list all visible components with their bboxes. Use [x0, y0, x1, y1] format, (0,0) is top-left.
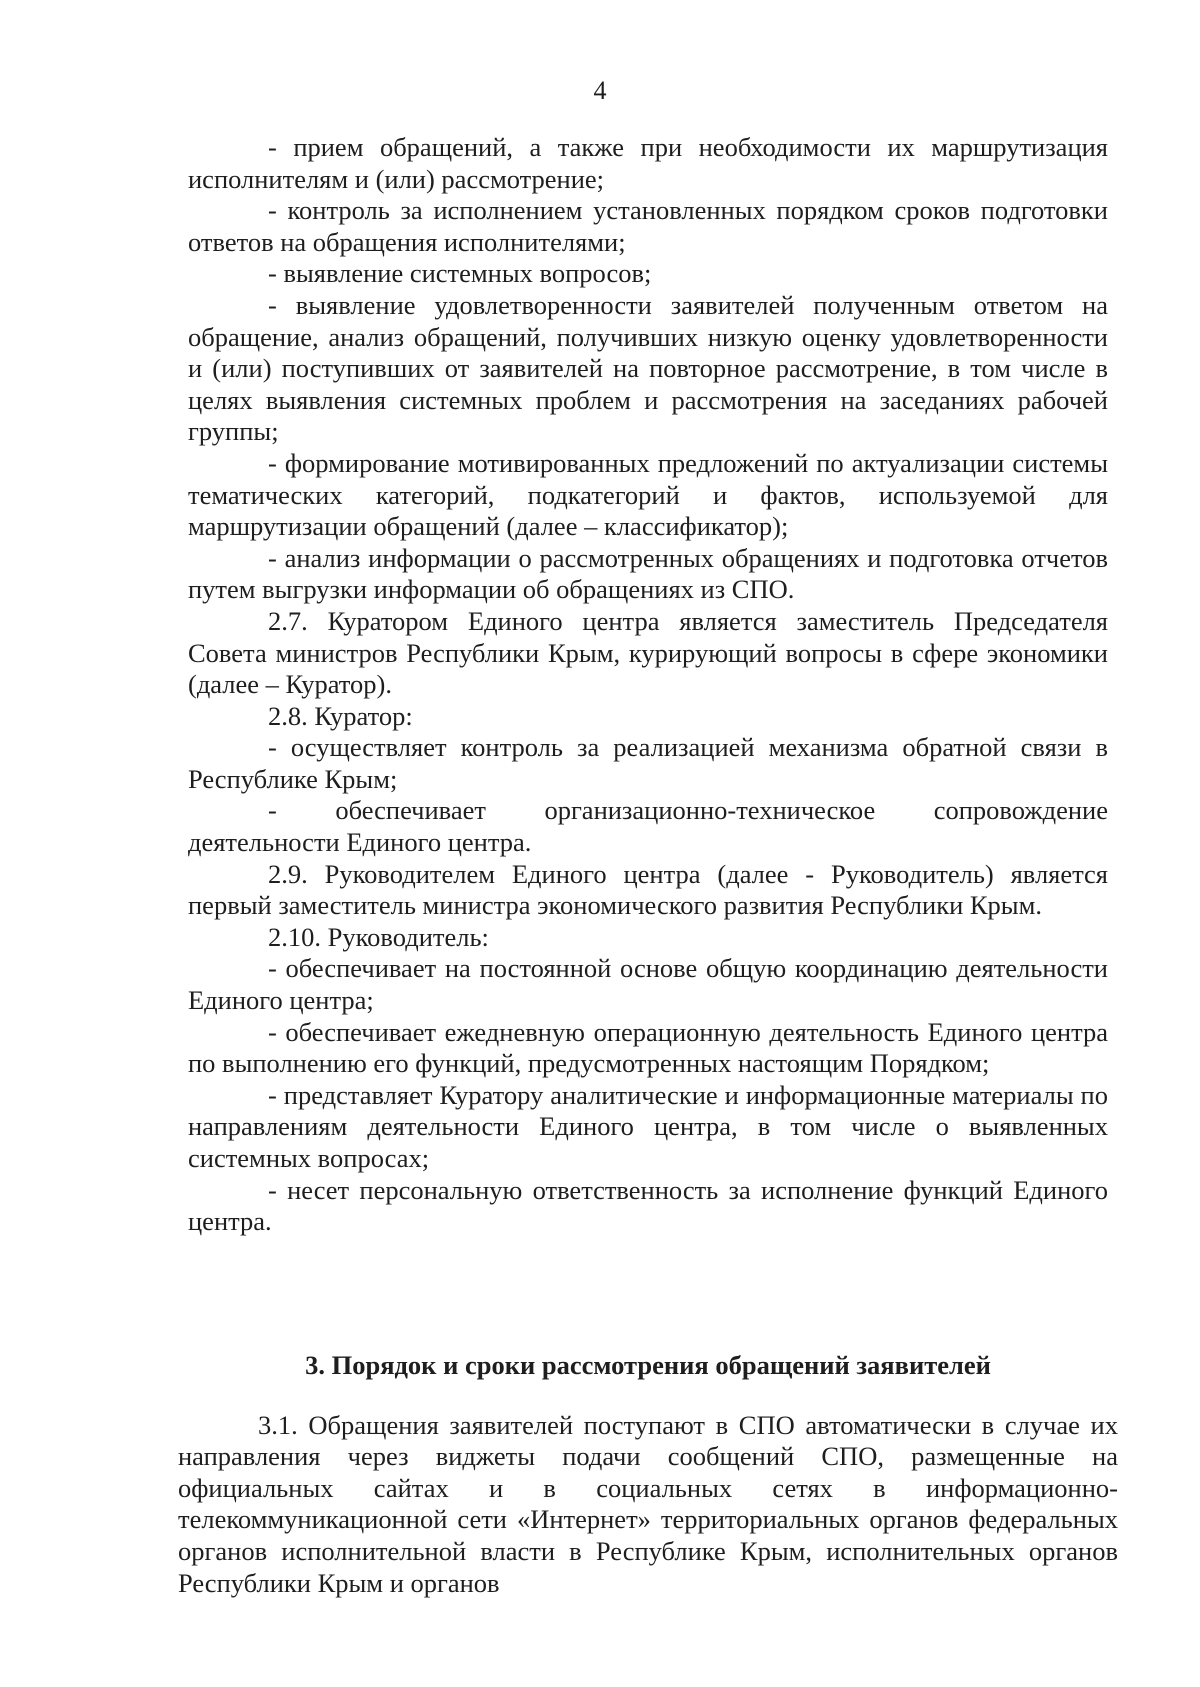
paragraph-item: - несет персональную ответственность за исполнение функций Единого центра. [188, 1174, 1108, 1237]
paragraph-item: - обеспечивает организационно-техническое сопровождение деятельности Единого центра. [188, 795, 1108, 858]
paragraph-item: - прием обращений, а также при необходимости их маршрутизация исполнителям и (или) рассмотрение; [188, 132, 1108, 194]
clause-2-8: 2.8. Куратор: [268, 700, 413, 731]
clause-2-9: 2.9. Руководителем Единого центра (далее - Руководитель) является первый заместитель министра экономического развития Республики Крым. [188, 858, 1108, 921]
section-heading: 3. Порядок и сроки рассмотрения обращений заявителей [305, 1350, 991, 1380]
paragraph-item: - обеспечивает на постоянной основе общую координацию деятельности Единого центра; [188, 953, 1108, 1016]
paragraph-item: - осуществляет контроль за реализацией механизма обратной связи в Республике Крым; [188, 732, 1108, 794]
paragraph-item: - обеспечивает ежедневную операционную деятельность Единого центра по выполнению его функций, предусмотренных настоящим Порядком; [188, 1016, 1108, 1079]
paragraph-item: - контроль за исполнением установленных порядком сроков подготовки ответов на обращения исполнителями; [188, 195, 1108, 257]
document-body [188, 132, 1108, 1238]
page-number: 4 [593, 76, 607, 105]
clause-3-1: 3.1. Обращения заявителей поступают в СПО автоматически в случае их направления через виджеты подачи сообщений СПО, размещенные на официальных сайтах и в социальных сетях в информационно- телекоммуникационной сети «Интернет» территориальных органов федеральных органов исполнительной власти в Республике Крым, исполнительных органов Республики Крым и органов [178, 1409, 1118, 1598]
paragraph-item: - анализ информации о рассмотренных обращениях и подготовка отчетов путем выгрузки информации об обращениях из СПО. [188, 542, 1108, 605]
section-3 [178, 1320, 1118, 1599]
paragraph-item: - выявление удовлетворенности заявителей полученным ответом на обращение, анализ обращений, получивших низкую оценку удовлетворенности и (или) поступивших от заявителей на повторное рассмотрение, в том числе в целях выявления системных проблем и рассмотрения на заседаниях рабочей группы; [188, 289, 1108, 447]
paragraph-item: - формирование мотивированных предложений по актуализации системы тематических категорий, подкатегорий и фактов, используемой для маршрутизации обращений (далее – классификатор); [188, 447, 1108, 542]
clause-2-10: 2.10. Руководитель: [268, 921, 489, 952]
paragraph-item: - выявление системных вопросов; [268, 258, 652, 289]
paragraph-item: - представляет Куратору аналитические и информационные материалы по направлениям деятельности Единого центра, в том числе о выявленных системных вопросах; [188, 1079, 1108, 1173]
clause-2-7: 2.7. Куратором Единого центра является заместитель Председателя Совета министров Республики Крым, курирующий вопросы в сфере экономики (далее – Куратор). [188, 605, 1108, 700]
